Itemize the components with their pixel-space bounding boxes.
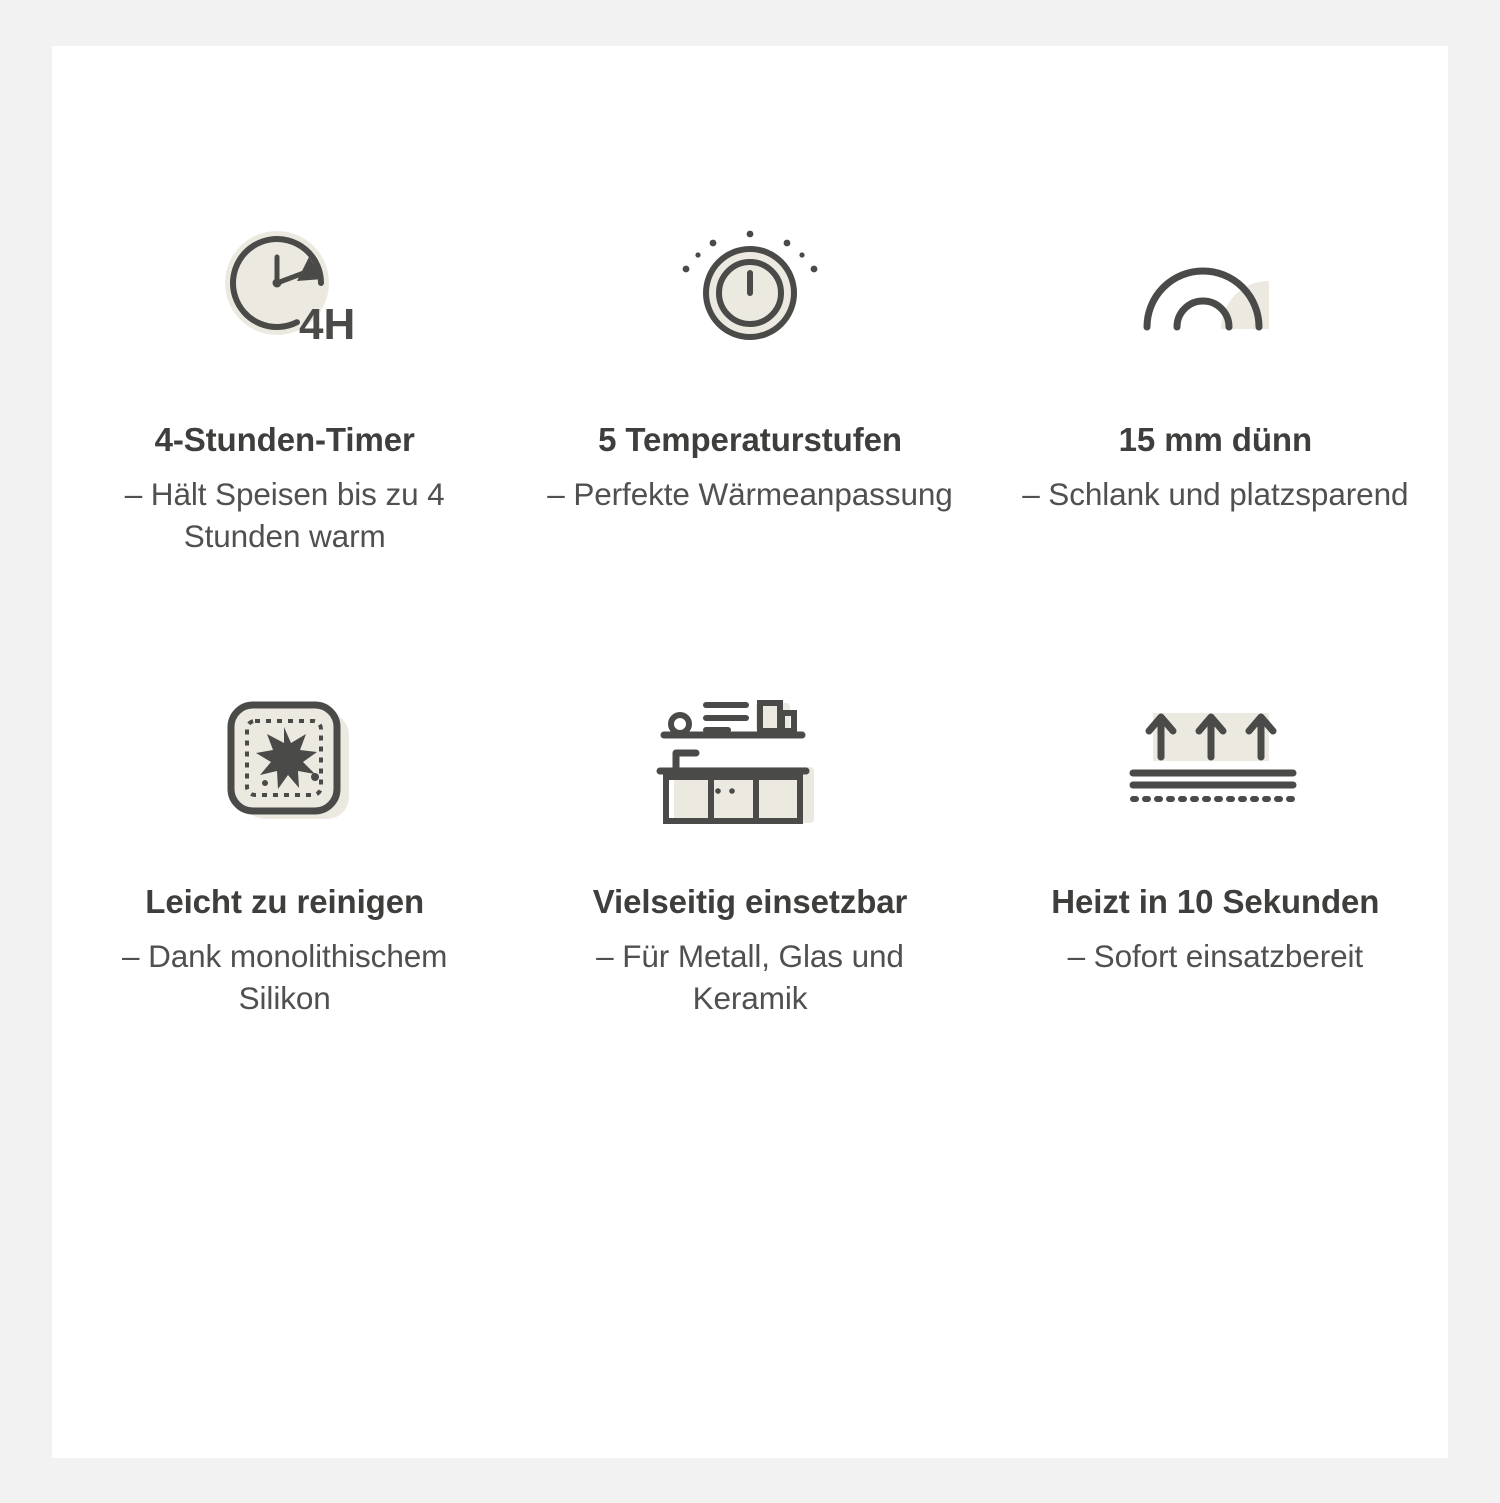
feature-title: Vielseitig einsetzbar xyxy=(592,883,908,920)
feature-description: – Sofort einsatzbereit xyxy=(1067,938,1364,975)
feature-description: – Perfekte Wärmeanpassung xyxy=(547,476,953,513)
feature-description: – Schlank und platzsparend xyxy=(1022,476,1409,513)
kitchen-counter-icon xyxy=(650,691,850,841)
feature-title: Heizt in 10 Sekunden xyxy=(1051,883,1380,920)
easy-clean-splash-icon xyxy=(195,691,375,841)
feature-title: 4-Stunden-Timer xyxy=(154,421,415,458)
features-card xyxy=(52,46,1448,1458)
thin-profile-arch-icon xyxy=(1125,221,1305,371)
timer-4h-icon xyxy=(205,221,365,371)
feature-title: 15 mm dünn xyxy=(1118,421,1312,458)
feature-item-versatile xyxy=(517,691,982,1161)
feature-description: – Hält Speisen bis zu 4 Stunden warm xyxy=(124,476,445,554)
feature-item-timer xyxy=(52,221,517,691)
feature-title: Leicht zu reinigen xyxy=(145,883,425,920)
features-grid xyxy=(52,46,1448,1458)
feature-title: 5 Temperaturstufen xyxy=(598,421,902,458)
fast-heating-arrows-icon xyxy=(1115,691,1315,841)
feature-description: – Für Metall, Glas und Keramik xyxy=(596,938,904,1016)
temperature-dial-icon xyxy=(665,221,835,371)
feature-item-temperature xyxy=(517,221,982,691)
feature-description: – Dank monolithischem Silikon xyxy=(122,938,448,1016)
feature-item-easy-clean xyxy=(52,691,517,1161)
feature-item-fast-heating xyxy=(983,691,1448,1161)
svg-text:4H: 4H xyxy=(298,300,355,349)
feature-item-thin xyxy=(983,221,1448,691)
